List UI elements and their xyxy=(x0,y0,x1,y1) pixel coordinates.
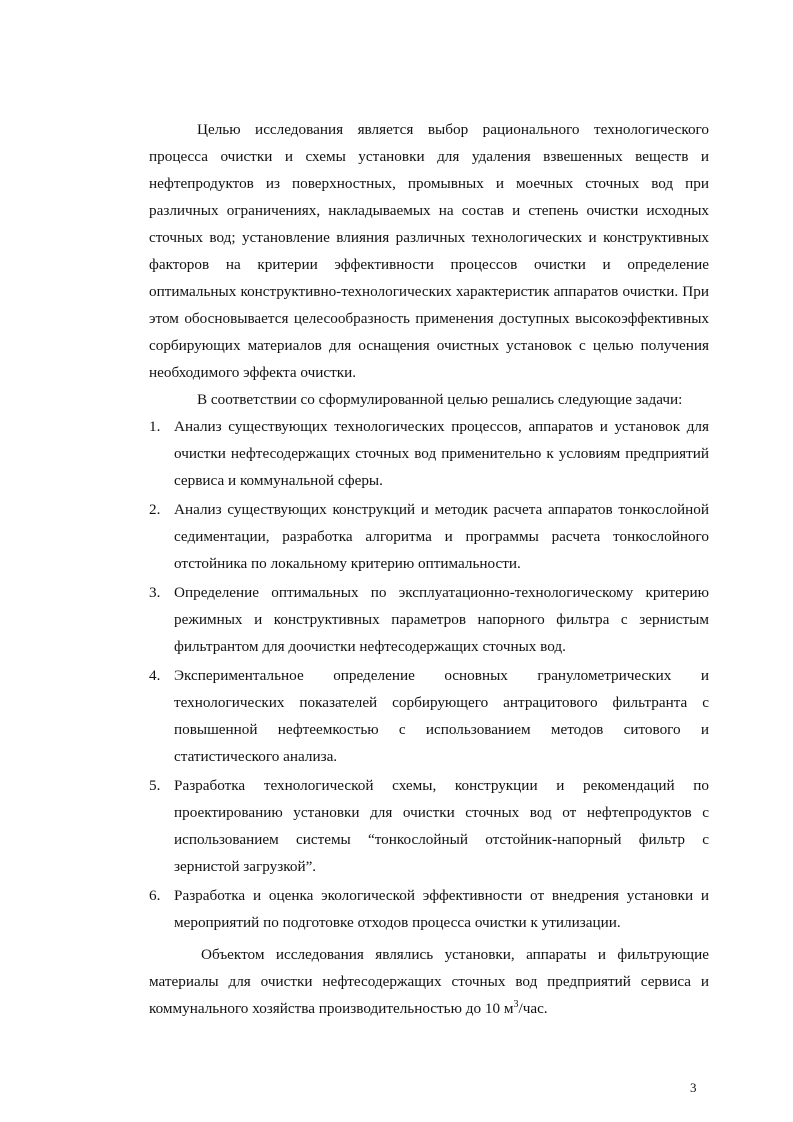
tasks-intro: В соответствии со сформулированной целью решались следующие задачи: xyxy=(197,391,683,408)
page-number: 3 xyxy=(690,1080,697,1095)
list-item-text: Определение оптимальных по эксплуатационно-технологическому критерию режимных и конструктивных параметров напорного фильтра с зернистым фильтрантом для доочистки нефтесодержащих сточных вод. xyxy=(174,584,709,655)
list-item xyxy=(149,662,709,770)
object-unit-tail: /час. xyxy=(518,1000,548,1017)
list-item-number: 6. xyxy=(149,887,161,904)
list-item-number: 2. xyxy=(149,501,161,518)
list-item-text: Анализ существующих конструкций и методик расчета аппаратов тонкослойной седиментации, разработка алгоритма и программы расчета тонкослойного отстойника по локальному критерию оптимальности. xyxy=(174,501,709,572)
list-item-text: Анализ существующих технологических процессов, аппаратов и установок для очистки нефтесодержащих сточных вод применительно к условиям предприятий сервиса и коммунальной сферы. xyxy=(174,418,709,489)
body-text xyxy=(149,116,709,1022)
list-item-number: 3. xyxy=(149,584,161,601)
list-item xyxy=(149,882,709,936)
superscript-exponent: 3 xyxy=(513,998,519,1010)
list-item-number: 1. xyxy=(149,418,161,435)
object-paragraph xyxy=(149,941,709,1022)
list-item-text: Разработка и оценка экологической эффективности от внедрения установки и мероприятий по подготовке отходов процесса очистки к утилизации. xyxy=(174,887,709,931)
list-item xyxy=(149,579,709,660)
list-item-text: Экспериментальное определение основных гранулометрических и технологических показателей сорбирующего антрацитового фильтранта с повышенной нефтеемкостью с использованием методов ситового и статистического анализа. xyxy=(174,667,709,765)
list-item xyxy=(149,413,709,494)
list-item-text: Разработка технологической схемы, конструкции и рекомендаций по проектированию установки для очистки сточных вод от нефтепродуктов с использованием системы “тонкослойный отстойник-напорный фильтр с зернистой загрузкой”. xyxy=(174,777,709,875)
goal-paragraph: Целью исследования является выбор рационального технологического процесса очистки и схемы установки для удаления взвешенных веществ и нефтепродуктов из поверхностных, промывных и моечных сточных вод при различных ограничениях, накладываемых на состав и степень очистки исходных сточных вод; установление влияния различных технологических и конструктивных факторов на критерии эффективности процессов очистки и определение оптимальных конструктивно-технологических характеристик аппаратов очистки. При этом обосновывается целесообразность применения доступных высокоэффективных сорбирующих материалов для оснащения очистных установок с целью получения необходимого эффекта очистки. xyxy=(149,121,709,381)
list-item xyxy=(149,772,709,880)
list-item-number: 4. xyxy=(149,667,161,684)
tasks-list xyxy=(149,413,709,936)
list-item-number: 5. xyxy=(149,777,161,794)
list-item xyxy=(149,496,709,577)
object-text: Объектом исследования являлись установки, аппараты и фильтрующие материалы для очистки нефтесодержащих сточных вод предприятий сервиса и коммунального хозяйства производительностью до 10 м xyxy=(149,946,709,1017)
